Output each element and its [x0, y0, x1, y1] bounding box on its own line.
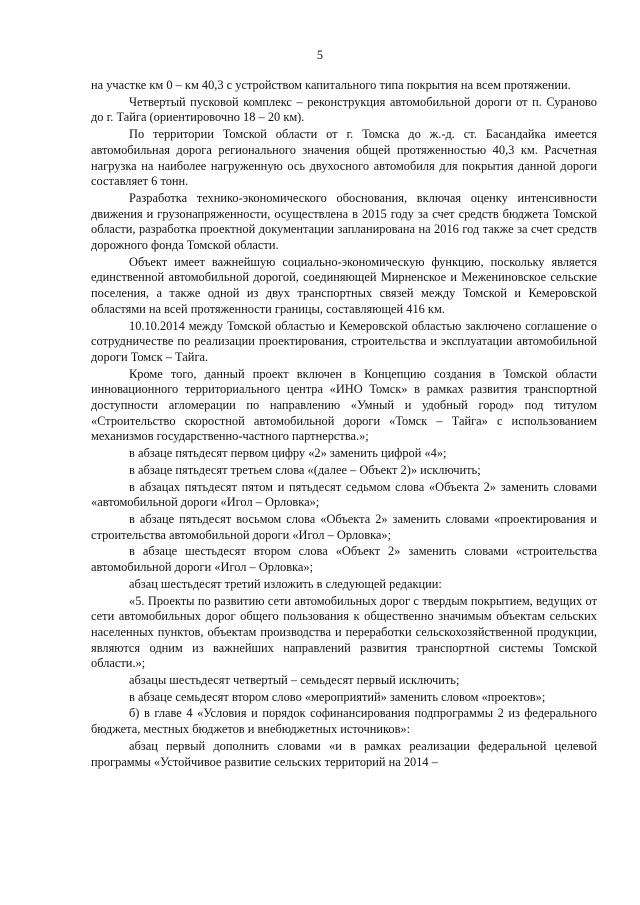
paragraph: Кроме того, данный проект включен в Концепцию создания в Томской области инновационного территориального центра «ИНО Томск» в рамках развития транспортной доступности агломерации по направлению «Умный и удобный город» под титулом «Строительство скоростной автомобильной дороги «Томск – Тайга» с использованием механизмов государственно-частного партнерства.»; — [91, 366, 597, 444]
paragraph: абзацы шестьдесят четвертый – семьдесят первый исключить; — [129, 673, 460, 688]
paragraph: на участке км 0 – км 40,3 с устройством капитального типа покрытия на всем протяжении. — [91, 78, 571, 92]
document-body — [91, 78, 597, 770]
paragraph: в абзацах пятьдесят пятом и пятьдесят седьмом слова «Объекта 2» заменить словами «автомобильной дороги «Игол – Орловка»; — [91, 479, 597, 510]
paragraph: в абзаце пятьдесят третьем слова «(далее – Объект 2)» исключить; — [129, 462, 481, 477]
page-number: 5 — [316, 48, 324, 62]
paragraph: Объект имеет важнейшую социально-экономическую функцию, поскольку является единственной автомобильной дорогой, соединяющей Мирненское и Межениновское сельские поселения, а также одной из двух транспортных связей между Томской и Кемеровской областями на всей протяженности границы, составляющей 416 км. — [91, 254, 597, 316]
paragraph: «5. Проекты по развитию сети автомобильных дорог с твердым покрытием, ведущих от сети автомобильных дорог общего пользования к общественно значимым объектам сельских населенных пунктов, объектам производства и переработки сельскохозяйственной продукции, являются одним из важнейших направлений развития транспортной системы Томской области.»; — [91, 593, 597, 671]
paragraph: б) в главе 4 «Условия и порядок софинансирования подпрограммы 2 из федерального бюджета, местных бюджетов и внебюджетных источников»: — [91, 706, 597, 737]
paragraph: абзац первый дополнить словами «и в рамках реализации федеральной целевой программы «Устойчивое развитие сельских территорий на 2014 – — [91, 738, 597, 769]
paragraph: в абзаце семьдесят втором слово «мероприятий» заменить словом «проектов»; — [129, 689, 546, 704]
paragraph: в абзаце пятьдесят восьмом слова «Объекта 2» заменить словами «проектирования и строительства автомобильной дороги «Игол – Орловка»; — [91, 511, 597, 542]
paragraph: По территории Томской области от г. Томска до ж.-д. ст. Басандайка имеется автомобильная дорога регионального значения общей протяженностью 40,3 км. Расчетная нагрузка на наиболее нагруженную ось двухосного автомобиля для покрытия данной дороги составляет 6 тонн. — [91, 127, 597, 189]
paragraph: абзац шестьдесят третий изложить в следующей редакции: — [129, 576, 442, 591]
paragraph: Четвертый пусковой комплекс – реконструкция автомобильной дороги от п. Сураново до г. Тайга (ориентировочно 18 – 20 км). — [91, 94, 597, 125]
paragraph: Разработка технико-экономического обоснования, включая оценку интенсивности движения и грузонапряженности, осуществлена в 2015 году за счет средств бюджета Томской области, разработка проектной документации запланирована на 2016 год также за счет средств дорожного фонда Томской области. — [91, 190, 597, 253]
paragraph: в абзаце пятьдесят первом цифру «2» заменить цифрой «4»; — [129, 446, 447, 461]
paragraph: в абзаце шестьдесят втором слова «Объект 2» заменить словами «строительства автомобильной дороги «Игол – Орловка»; — [91, 544, 597, 575]
paragraph: 10.10.2014 между Томской областью и Кемеровской областью заключено соглашение о сотрудничестве по реализации проектирования, строительства и эксплуатации автомобильной дороги Томск – Тайга. — [91, 318, 597, 364]
